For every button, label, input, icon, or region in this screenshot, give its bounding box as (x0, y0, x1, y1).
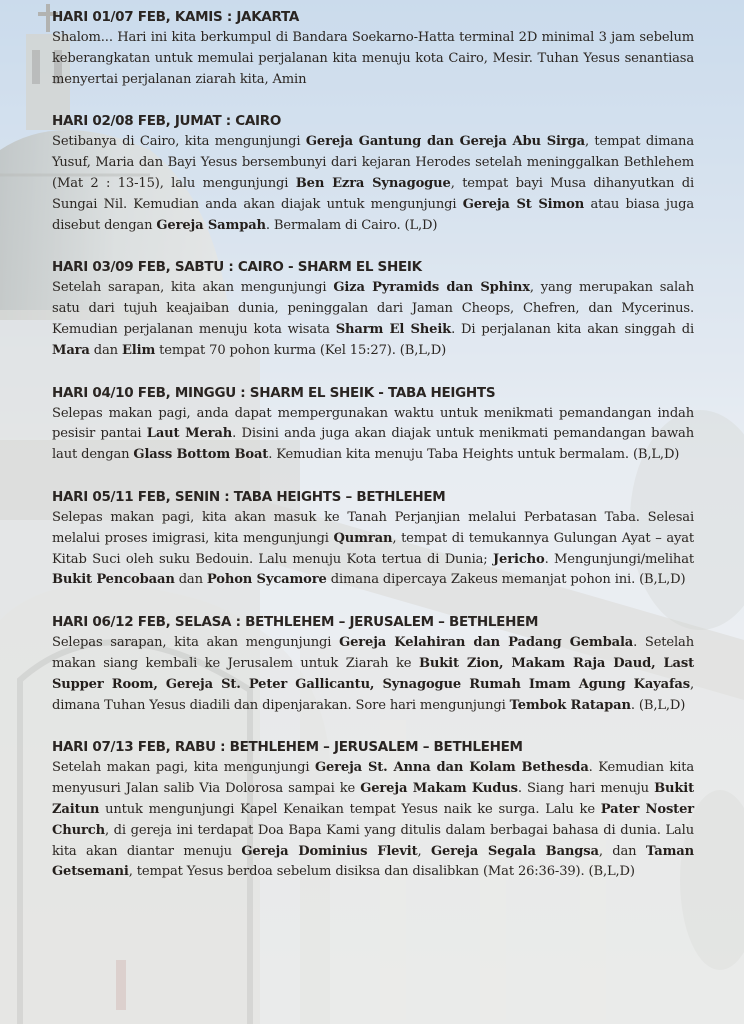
description-text: , di gereja ini terdapat Doa Bapa Kami yang ditulis dalam berbagai bahasa di dunia. Lalu kita akan diantar menuju (52, 822, 694, 859)
description-text: . Kemudian kita menyusuri Jalan salib Via Dolorosa sampai ke (52, 760, 694, 797)
day-description (52, 633, 694, 716)
description-text: . Bermalam di Cairo. (L,D) (265, 217, 438, 233)
highlighted-place: Laut Merah (146, 426, 233, 442)
description-text: . Siang hari menuju (517, 781, 655, 797)
description-text: atau biasa juga disebut dengan (52, 196, 694, 233)
highlighted-place: Gereja St. Anna dan Kolam Bethesda (314, 760, 589, 776)
description-text: . Disini anda juga akan diajak untuk menikmati pemandangan bawah laut dengan (52, 426, 694, 463)
description-text: . (B,L,D) (630, 697, 686, 713)
highlighted-place: Bukit Pencobaan (52, 572, 175, 588)
description-text: Setelah sarapan, kita akan mengunjungi (52, 280, 334, 296)
highlighted-place: Gereja Kelahiran dan Padang Gembala (339, 635, 634, 651)
description-text: , yang merupakan salah satu dari tujuh keajaiban dunia, peninggalan dari Jaman Cheops, Chefren, dan Mycerinus. Kemudian perjalanan menuju kota wisata (52, 280, 694, 337)
description-text: . Di perjalanan kita akan singgah di (451, 321, 694, 337)
day-description (52, 404, 694, 466)
description-text: tempat 70 pohon kurma (Kel 15:27). (B,L,D) (155, 342, 447, 358)
highlighted-place: Gereja Sampah (156, 217, 266, 233)
highlighted-place: Mara (52, 342, 90, 358)
highlighted-place: Tembok Ratapan (509, 697, 631, 713)
itinerary (52, 8, 694, 905)
highlighted-place: Bukit Zion, Makam Raja Daud, Last Supper Room, Gereja St. Peter Gallicantu, Synagogue Rumah Imam Agung Kayafas (52, 655, 694, 692)
day-title: HARI 04/10 FEB, MINGGU : SHARM EL SHEIK - TABA HEIGHTS (52, 384, 496, 401)
highlighted-place: Jericho (493, 551, 545, 567)
description-text: Selepas sarapan, kita akan mengunjungi (52, 635, 340, 651)
highlighted-place: Pohon Sycamore (206, 572, 327, 588)
day-title: HARI 07/13 FEB, RABU : BETHLEHEM – JERUSALEM – BETHLEHEM (52, 739, 523, 756)
highlighted-place: Giza Pyramids dan Sphinx (333, 280, 530, 296)
highlighted-place: Gereja Gantung dan Gereja Abu Sirga (305, 134, 585, 150)
highlighted-place: Gereja Dominius Flevit (241, 843, 418, 859)
day-description (52, 28, 694, 90)
itinerary-day (52, 112, 694, 236)
day-title: HARI 03/09 FEB, SABTU : CAIRO - SHARM EL SHEIK (52, 259, 422, 276)
itinerary-day (52, 613, 694, 716)
day-title: HARI 01/07 FEB, KAMIS : JAKARTA (52, 9, 299, 25)
description-text: , dan (598, 843, 646, 859)
description-text: , tempat dimana Yusuf, Maria dan Bayi Yesus bersembunyi dari kejaran Herodes setelah meninggalkan Bethlehem (Mat 2 : 13-15), lalu mengunjungi (52, 134, 694, 191)
highlighted-place: Qumran (333, 530, 393, 546)
itinerary-day (52, 384, 694, 466)
description-text: Selepas makan pagi, kita akan masuk ke Tanah Perjanjian melalui Perbatasan Taba. Selesai melalui proses imigrasi, kita mengunjungi (52, 509, 694, 546)
description-text: Setibanya di Cairo, kita mengunjungi (52, 134, 306, 150)
highlighted-place: Gereja St Simon (462, 196, 585, 212)
description-text: Shalom... Hari ini kita berkumpul di Bandara Soekarno-Hatta terminal 2D minimal 3 jam sebelum keberangkatan untuk memulai perjalanan kita menuju kota Cairo, Mesir. Tuhan Yesus senantiasa menyertai perjalanan ziarah kita, Amin (52, 30, 694, 87)
highlighted-place: Taman Getsemani (52, 843, 694, 880)
highlighted-place: Ben Ezra Synagogue (295, 175, 451, 191)
highlighted-place: Pater Noster Church (52, 801, 694, 838)
description-text: . Mengunjungi/melihat (544, 551, 694, 567)
itinerary-day (52, 738, 694, 883)
description-text: Selepas makan pagi, anda dapat mempergunakan waktu untuk menikmati pemandangan indah pesisir pantai (52, 405, 694, 442)
description-text: untuk mengunjungi Kapel Kenaikan tempat Yesus naik ke surga. Lalu ke (99, 801, 601, 817)
day-description (52, 278, 694, 361)
day-title: HARI 05/11 FEB, SENIN : TABA HEIGHTS – BETHLEHEM (52, 488, 446, 505)
day-description (52, 508, 694, 591)
description-text: , (417, 843, 431, 859)
day-title: HARI 02/08 FEB, JUMAT : CAIRO (52, 113, 282, 130)
description-text: dan (89, 342, 122, 358)
day-title: HARI 06/12 FEB, SELASA : BETHLEHEM – JERUSALEM – BETHLEHEM (52, 614, 539, 631)
description-text: . Setelah makan siang kembali ke Jerusalem untuk Ziarah ke (52, 635, 694, 671)
description-text: dimana dipercaya Zakeus memanjat pohon ini. (B,L,D) (326, 572, 686, 588)
description-text: Setelah makan pagi, kita mengunjungi (52, 760, 315, 776)
day-description (52, 132, 694, 236)
highlighted-place: Elim (121, 342, 156, 358)
description-text: , tempat Yesus berdoa sebelum disiksa dan disalibkan (Mat 26:36-39). (B,L,D) (128, 864, 635, 880)
highlighted-place: Sharm El Sheik (335, 321, 452, 337)
itinerary-day (52, 8, 694, 90)
itinerary-day (52, 258, 694, 361)
description-text: dan (174, 572, 207, 588)
day-description (52, 758, 694, 883)
description-text: , tempat bayi Musa dihanyutkan di Sungai Nil. Kemudian anda akan diajak untuk mengunjungi (52, 175, 695, 212)
highlighted-place: Gereja Makam Kudus (360, 781, 518, 797)
description-text: , tempat di temukannya Gulungan Ayat – ayat Kitab Suci oleh suku Bedouin. Lalu menuju Kota tertua di Dunia; (52, 530, 694, 567)
itinerary-day (52, 488, 694, 591)
highlighted-place: Bukit Zaitun (52, 781, 694, 817)
description-text: , dimana Tuhan Yesus diadili dan dipenjarakan. Sore hari mengunjungi (52, 676, 694, 713)
highlighted-place: Gereja Segala Bangsa (430, 843, 599, 859)
highlighted-place: Glass Bottom Boat (133, 447, 269, 463)
description-text: . Kemudian kita menuju Taba Heights untuk bermalam. (B,L,D) (268, 447, 680, 463)
